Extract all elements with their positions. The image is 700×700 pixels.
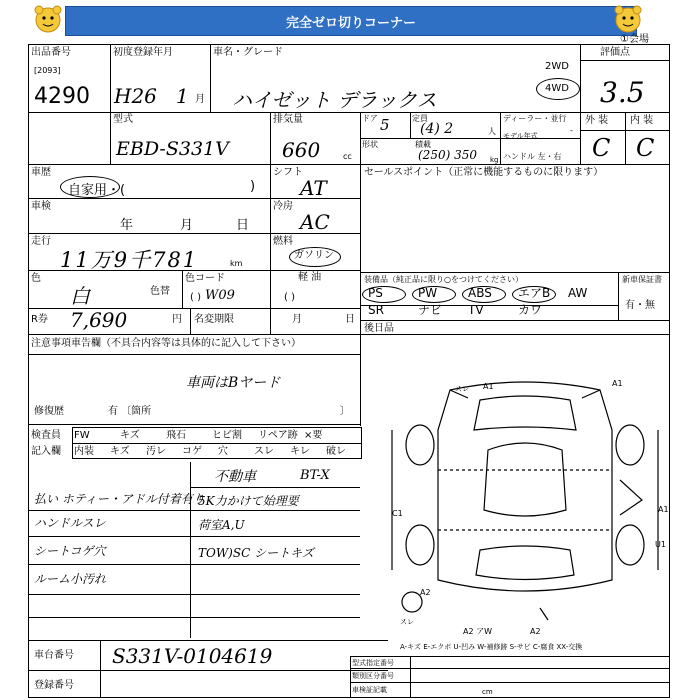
hw-right-3: TOW)SC シートキズ bbox=[198, 546, 314, 560]
chassis-label: 車台番号 bbox=[34, 650, 74, 661]
capacity-label: 定員 bbox=[412, 114, 428, 123]
hw-right-top2: BT-X bbox=[300, 468, 330, 483]
equipment-circle-mark bbox=[512, 286, 556, 303]
registration-month: 1 bbox=[176, 84, 189, 108]
equipment-item: TV bbox=[468, 303, 484, 317]
diag-mark-0: A1 bbox=[483, 382, 494, 391]
equipment-label: 装備品（純正品に限り○をつけてください） bbox=[364, 275, 523, 284]
new-warranty-value: 有・無 bbox=[625, 300, 655, 311]
car-name-label: 車名・グレード bbox=[213, 47, 283, 58]
dealer-value: - bbox=[570, 126, 573, 135]
equipment-item: エアB bbox=[518, 286, 551, 300]
repair-label: 修復歴 bbox=[34, 406, 64, 417]
equipment-item: ABS bbox=[468, 286, 492, 300]
lot-sub: [2093] bbox=[34, 66, 61, 75]
equipment-item: ナビ bbox=[418, 303, 443, 317]
capacity-unit: 人 bbox=[488, 127, 496, 136]
registration-era-year: H26 bbox=[114, 84, 157, 108]
lot-number: 4290 bbox=[34, 84, 90, 109]
load-value: (250) 350 bbox=[418, 148, 477, 162]
history-value: 自家用・( bbox=[68, 183, 126, 198]
fuel-gas: ガソリン bbox=[294, 250, 334, 261]
interior-value: C bbox=[636, 134, 655, 162]
inspector-item: コゲ bbox=[182, 446, 202, 457]
history-label: 車歴 bbox=[31, 167, 51, 178]
score-value: 3.5 bbox=[600, 76, 645, 109]
recycle-unit: 円 bbox=[172, 314, 182, 325]
doors-label: ドア bbox=[362, 114, 378, 123]
fuel-paren: ( ) bbox=[284, 292, 295, 303]
diag-mark-3: A1 bbox=[658, 505, 669, 514]
bottom-unit: cm bbox=[482, 688, 493, 696]
score-label: 評価点 bbox=[600, 47, 630, 58]
hw-left-2: ハンドルスレ bbox=[34, 516, 106, 530]
handle-label: ハンドル 左・右 bbox=[503, 152, 562, 161]
notes-label: 注意事項車告欄（不具合内容等は具体的に記入して下さい） bbox=[31, 338, 301, 349]
equipment-item: カワ bbox=[518, 303, 543, 317]
diag-mark-9: A2 bbox=[530, 627, 541, 636]
bottom-label-2: 類別区分番号 bbox=[352, 672, 394, 680]
registration-month-unit: 月 bbox=[195, 94, 205, 105]
mascot-bear-icon bbox=[612, 4, 644, 36]
fuel-diesel: 軽 油 bbox=[298, 272, 322, 283]
sales-point-label: セールスポイント（正常に機能するものに限ります） bbox=[364, 167, 604, 178]
mascot-bear-icon bbox=[32, 4, 64, 36]
aircon-label: 冷房 bbox=[273, 201, 293, 212]
registration-label: 初度登録年月 bbox=[113, 47, 173, 58]
diag-mark-1: A1 bbox=[612, 379, 623, 388]
dealer-label: ディーラー・並行 bbox=[503, 114, 567, 123]
bottom-right-box bbox=[350, 656, 670, 698]
diag-mark-5: U1 bbox=[655, 540, 666, 549]
doors-value: 5 bbox=[380, 116, 390, 134]
exterior-label: 外 装 bbox=[585, 115, 609, 126]
hw-right-1: 5K力かけて始理要 bbox=[198, 494, 299, 508]
equipment-circle-mark bbox=[412, 286, 456, 303]
bottom-label-1: 型式指定番号 bbox=[352, 659, 394, 667]
lot-label: 出品番号 bbox=[31, 47, 71, 58]
inspector-label-1: 検査員 bbox=[31, 430, 61, 441]
repair-value: 有 〔箇所 bbox=[108, 406, 152, 417]
inspector-item: 飛石 bbox=[166, 430, 186, 441]
load-label: 積載 bbox=[415, 140, 431, 149]
mileage-value: 11万9千781 bbox=[60, 248, 199, 272]
equipment-grid bbox=[360, 286, 618, 320]
damage-legend: A-キズ E-エクボ U-凹み W-補修跡 S-サビ C-腐食 XX-交換 bbox=[400, 643, 583, 651]
equipment-item: PS bbox=[368, 286, 383, 300]
inspector-item: FW bbox=[74, 430, 90, 441]
name-change-month-unit: 月 bbox=[292, 314, 302, 325]
hw-left-1: 払い ホティー・アドル付着有り bbox=[34, 492, 205, 506]
bottom-label-3: 車検証記載 bbox=[352, 686, 387, 694]
inspector-item: キレ bbox=[290, 446, 310, 457]
equipment-circle-mark bbox=[362, 286, 406, 303]
model-year-label: モデル年式 bbox=[503, 132, 538, 140]
inspector-row-2 bbox=[74, 446, 362, 459]
banner-title: 完全ゼロ切りコーナー bbox=[65, 6, 637, 36]
exterior-value: C bbox=[592, 134, 611, 162]
inspector-item: 内装 bbox=[74, 446, 94, 457]
shift-label: シフト bbox=[273, 167, 303, 178]
inspector-item: キズ bbox=[120, 430, 140, 441]
inspector-item: 汚レ bbox=[146, 446, 166, 457]
chassis-value: S331V-0104619 bbox=[112, 644, 273, 668]
displacement-value: 660 bbox=[282, 138, 321, 162]
inspector-item: ヒビ割 bbox=[212, 430, 242, 441]
diag-mark-2: スレ bbox=[455, 385, 469, 393]
load-unit: kg bbox=[490, 156, 499, 164]
hw-left-4: ルーム小汚れ bbox=[34, 572, 107, 586]
interior-label: 内 装 bbox=[630, 115, 654, 126]
inspection-month-unit: 月 bbox=[180, 218, 194, 233]
post-label: 後日品 bbox=[364, 323, 394, 334]
hw-left-3: シートコゲ穴 bbox=[34, 544, 106, 558]
recycle-label: R券 bbox=[31, 314, 48, 325]
car-name-value: ハイゼット デラックス bbox=[232, 88, 437, 112]
new-warranty-label: 新車保証書 bbox=[622, 275, 662, 284]
mileage-label: 走行 bbox=[31, 236, 51, 247]
inspector-item: リペア跡 bbox=[258, 430, 298, 441]
inspector-item: ×要 bbox=[304, 430, 323, 441]
color-paren: ( ) bbox=[190, 292, 201, 303]
car-damage-diagram bbox=[380, 370, 670, 640]
registration-no-label: 登録番号 bbox=[34, 680, 74, 691]
inspector-label-2: 記入欄 bbox=[31, 446, 61, 457]
aircon-value: AC bbox=[300, 210, 330, 234]
shift-value: AT bbox=[300, 176, 327, 200]
color-code-value: W09 bbox=[205, 288, 235, 303]
color-code-label: 色コード bbox=[185, 273, 225, 284]
diag-mark-6: A2 bbox=[420, 588, 431, 597]
displacement-label: 排気量 bbox=[273, 114, 303, 125]
mileage-unit: km bbox=[230, 259, 243, 268]
inspection-day-unit: 日 bbox=[236, 218, 250, 233]
inspector-item: 破レ bbox=[326, 446, 346, 457]
equipment-item: SR bbox=[368, 303, 384, 317]
color-change-label: 色替 bbox=[150, 286, 170, 297]
inspector-item: 穴 bbox=[218, 446, 228, 457]
model-value: EBD-S331V bbox=[116, 138, 229, 160]
model-label: 型式 bbox=[113, 114, 133, 125]
shape-label: 形状 bbox=[362, 140, 378, 149]
equipment-circle-mark bbox=[462, 286, 506, 303]
displacement-unit: cc bbox=[343, 152, 352, 161]
repair-close: 〕 bbox=[340, 406, 350, 417]
diag-mark-4: C1 bbox=[392, 509, 403, 518]
inspector-item: スレ bbox=[254, 446, 274, 457]
recycle-value: 7,690 bbox=[70, 308, 128, 332]
inspector-item: キズ bbox=[110, 446, 130, 457]
inspection-year-unit: 年 bbox=[120, 218, 134, 233]
equipment-item: PW bbox=[418, 286, 438, 300]
history-close: ) bbox=[250, 179, 256, 194]
diag-mark-8: A2 アW bbox=[463, 627, 493, 636]
drive-4wd: 4WD bbox=[545, 83, 569, 94]
color-value: 白 bbox=[70, 284, 90, 308]
equipment-item: AW bbox=[568, 286, 588, 300]
color-label: 色 bbox=[31, 273, 41, 284]
diag-mark-7: スレ bbox=[400, 618, 414, 626]
fuel-label: 燃料 bbox=[273, 236, 293, 247]
venue-label: ①会場 bbox=[620, 34, 649, 45]
inspector-row-1 bbox=[74, 430, 362, 443]
name-change-label: 名変期限 bbox=[194, 314, 234, 325]
inspection-label: 車検 bbox=[31, 201, 51, 212]
name-change-day-unit: 日 bbox=[345, 314, 355, 325]
drive-2wd: 2WD bbox=[545, 61, 569, 72]
capacity-value: (4) 2 bbox=[420, 121, 454, 137]
hw-right-top: 不動車 bbox=[214, 469, 256, 485]
notes-text: 車両はBヤード bbox=[186, 375, 281, 391]
hw-right-2: 荷室A,U bbox=[198, 518, 245, 532]
